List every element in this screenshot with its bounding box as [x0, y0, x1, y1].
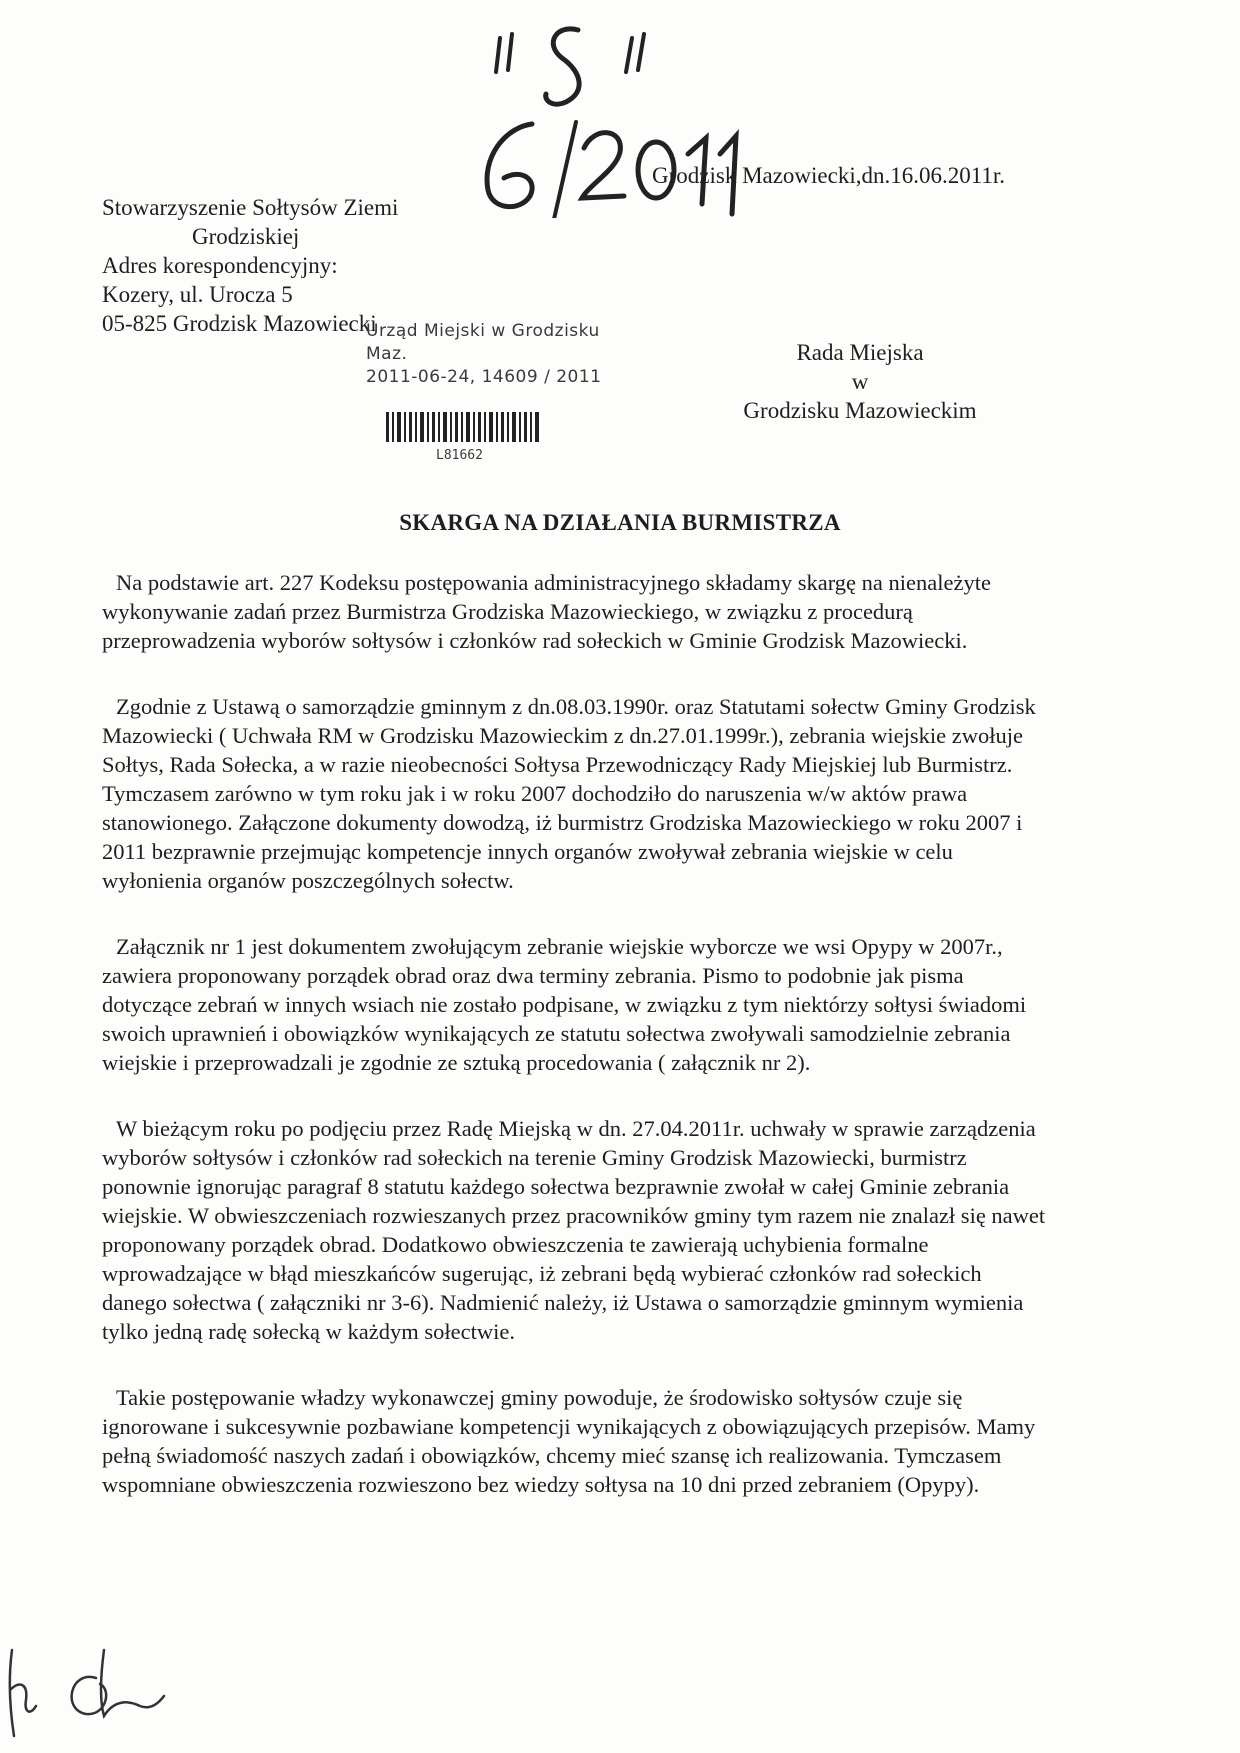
recipient-address	[700, 338, 1020, 425]
sender-line-2: Grodziskiej	[192, 224, 300, 249]
handwritten-initials	[0, 1640, 170, 1740]
stamp-line-2: Maz.	[366, 344, 408, 364]
sender-line-5: 05-825 Grodzisk Mazowiecki	[102, 311, 377, 336]
barcode-number: L81662	[436, 448, 483, 463]
sender-line-4: Kozery, ul. Urocza 5	[102, 282, 293, 307]
stamp-line-1: Urząd Miejski w Grodzisku	[366, 321, 600, 341]
paragraph-2: Zgodnie z Ustawą o samorządzie gminnym z dn.08.03.1990r. oraz Statutami sołectw Gminy Grodzisk Mazowiecki ( Uchwała RM w Grodzisku Mazowieckim z dn.27.01.1999r.), zebrania wiejskie zwołuje Sołtys, Rada Sołecka, a w razie nieobecności Sołtysa Przewodniczący Rady Miejskiej lub Burmistrz. Tymczasem zarówno w tym roku jak i w roku 2007 dochodziło do naruszenia w/w aktów prawa stanowionego. Załączone dokumenty dowodzą, iż burmistrz Grodziska Mazowieckiego w roku 2007 i 2011 bezprawnie przejmując kompetencje innych organów zwoływał zebrania wiejskie w celu wyłonienia organów poszczególnych sołectw.	[102, 694, 1036, 893]
sender-address	[102, 193, 462, 338]
sender-line-3: Adres korespondencyjny:	[102, 253, 338, 278]
paragraph-4: W bieżącym roku po podjęciu przez Radę Miejską w dn. 27.04.2011r. uchwały w sprawie zarządzenia wyborów sołtysów i członków rad sołeckich na terenie Gminy Grodzisk Mazowiecki, burmistrz ponownie ignorując paragraf 8 statutu każdego sołectwa bezprawnie zwołał w całej Gminie zebrania wiejskie. W obwieszczeniach rozwieszanych przez pracowników gminy tym razem nie znalazł się nawet proponowany porządek obrad. Dodatkowo obwieszczenia te zawierają uchybienia formalne wprowadzające w błąd mieszkańców sugerując, iż zebrani będą wybierać członków rad sołeckich danego sołectwa ( załączniki nr 3-6). Nadmienić należy, iż Ustawa o samorządzie gminnym wymienia tylko jedną radę sołecką w każdym sołectwie.	[102, 1116, 1046, 1344]
registry-stamp	[366, 320, 646, 389]
document-body	[102, 568, 1052, 1536]
document-title: SKARGA NA DZIAŁANIA BURMISTRZA	[399, 510, 841, 535]
recipient-line-2: w	[851, 369, 869, 394]
paragraph-1: Na podstawie art. 227 Kodeksu postępowania administracyjnego składamy skargę na nienależyte wykonywanie zadań przez Burmistrza Grodziska Mazowieckiego, w związku z procedurą przeprowadzenia wyborów sołtysów i członków rad sołeckich w Gminie Grodzisk Mazowiecki.	[102, 570, 991, 653]
paragraph-3: Załącznik nr 1 jest dokumentem zwołującym zebranie wiejskie wyborcze we wsi Opypy w 2007r., zawiera proponowany porządek obrad oraz dwa terminy zebrania. Pismo to podobnie jak pisma dotyczące zebrań w innych wsiach nie zostało podpisane, w związku z tym niektórzy sołtysi świadomi swoich uprawnień i obowiązków wynikających ze statutu sołectwa zwoływali samodzielnie zebrania wiejskie i przeprowadzali je zgodnie ze sztuką procedowania ( załącznik nr 2).	[102, 934, 1027, 1075]
sender-line-1: Stowarzyszenie Sołtysów Ziemi	[102, 195, 399, 220]
recipient-line-3: Grodzisku Mazowieckim	[743, 398, 977, 423]
handwritten-s-mark	[486, 20, 666, 110]
recipient-line-1: Rada Miejska	[796, 340, 924, 365]
stamp-line-3: 2011-06-24, 14609 / 2011	[366, 367, 602, 387]
paragraph-5: Takie postępowanie władzy wykonawczej gminy powoduje, że środowisko sołtysów czuje się ignorowane i sukcesywnie pozbawiane kompetencji wynikających z obowiązujących przepisów. Mamy pełną świadomość naszych zadań i obowiązków, chcemy mieć szansę ich realizowania. Tymczasem wspomniane obwieszczenia rozwieszono bez wiedzy sołtysa na 10 dni przed zebraniem (Opypy).	[102, 1385, 1036, 1497]
barcode	[386, 412, 542, 442]
place-date: Grodzisk Mazowiecki,dn.16.06.2011r.	[652, 163, 1006, 188]
